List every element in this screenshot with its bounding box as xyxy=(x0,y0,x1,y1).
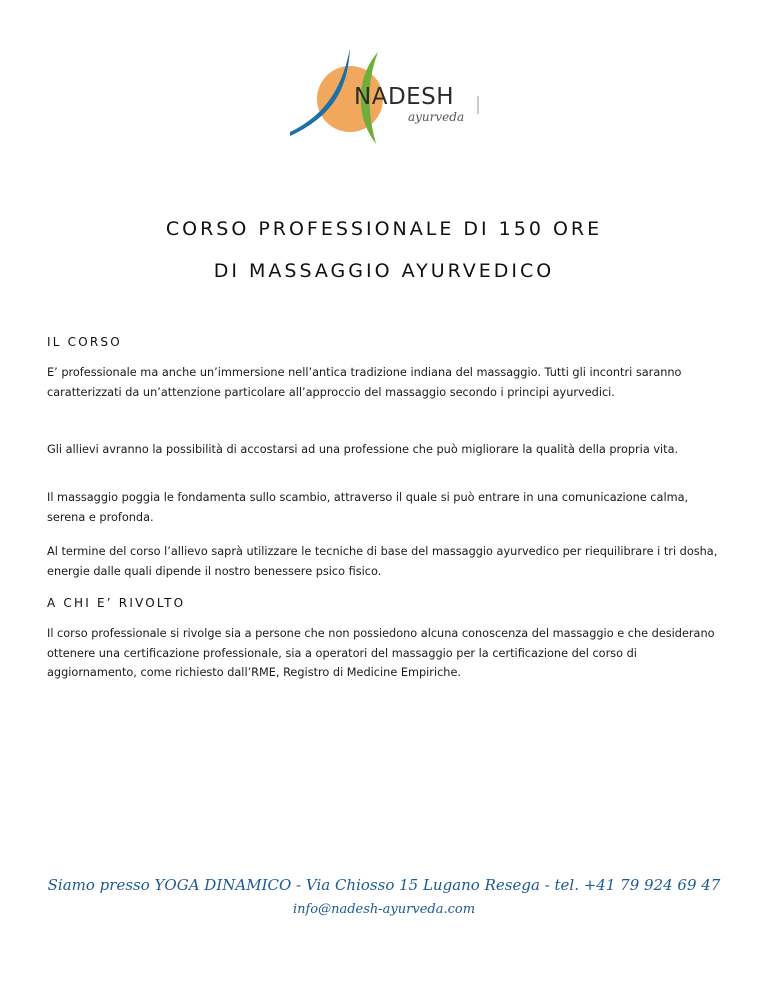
footer-address: Siamo presso YOGA DINAMICO - Via Chiosso 15 Lugano Resega - tel. +41 79 924 69 47 xyxy=(47,876,721,894)
paragraph: E’ professionale ma anche un’immersione nell’antica tradizione indiana del massaggio. Tutti gli incontri saranno caratterizzati da un’attenzione particolare all’approccio del massaggio secondo i principi ayurvedici. xyxy=(47,366,682,399)
paragraph: Gli allievi avranno la possibilità di accostarsi ad una professione che può migliorare la qualità della propria vita. xyxy=(47,443,679,456)
paragraph: Il corso professionale si rivolge sia a persone che non possiedono alcuna conoscenza del massaggio e che desiderano ottenere una certificazione professionale, sia a operatori del massaggio per la certificazione del corso di aggiornamento, come richiesto dall’RME, Registro di Medicine Empiriche. xyxy=(47,627,715,679)
page-title-line1: CORSO PROFESSIONALE DI 150 ORE xyxy=(165,218,603,240)
section-heading-a-chi-e-rivolto: A CHI E’ RIVOLTO xyxy=(47,596,186,610)
brand-name: NADESH xyxy=(354,84,455,110)
footer-email-link[interactable]: info@nadesh-ayurveda.com xyxy=(292,902,476,917)
section-heading-il-corso: IL CORSO xyxy=(47,335,122,349)
paragraph: Il massaggio poggia le fondamenta sullo scambio, attraverso il quale si può entrare in una comunicazione calma, serena e profonda. xyxy=(47,491,689,524)
brand-subtitle: ayurveda xyxy=(408,110,465,124)
page-title-line2: DI MASSAGGIO AYURVEDICO xyxy=(213,260,555,282)
nadesh-logo xyxy=(288,44,498,149)
paragraph: Al termine del corso l’allievo saprà utilizzare le tecniche di base del massaggio ayurvedico per riequilibrare i tri dosha, energie dalle quali dipende il nostro benessere psico fisico. xyxy=(47,545,718,578)
